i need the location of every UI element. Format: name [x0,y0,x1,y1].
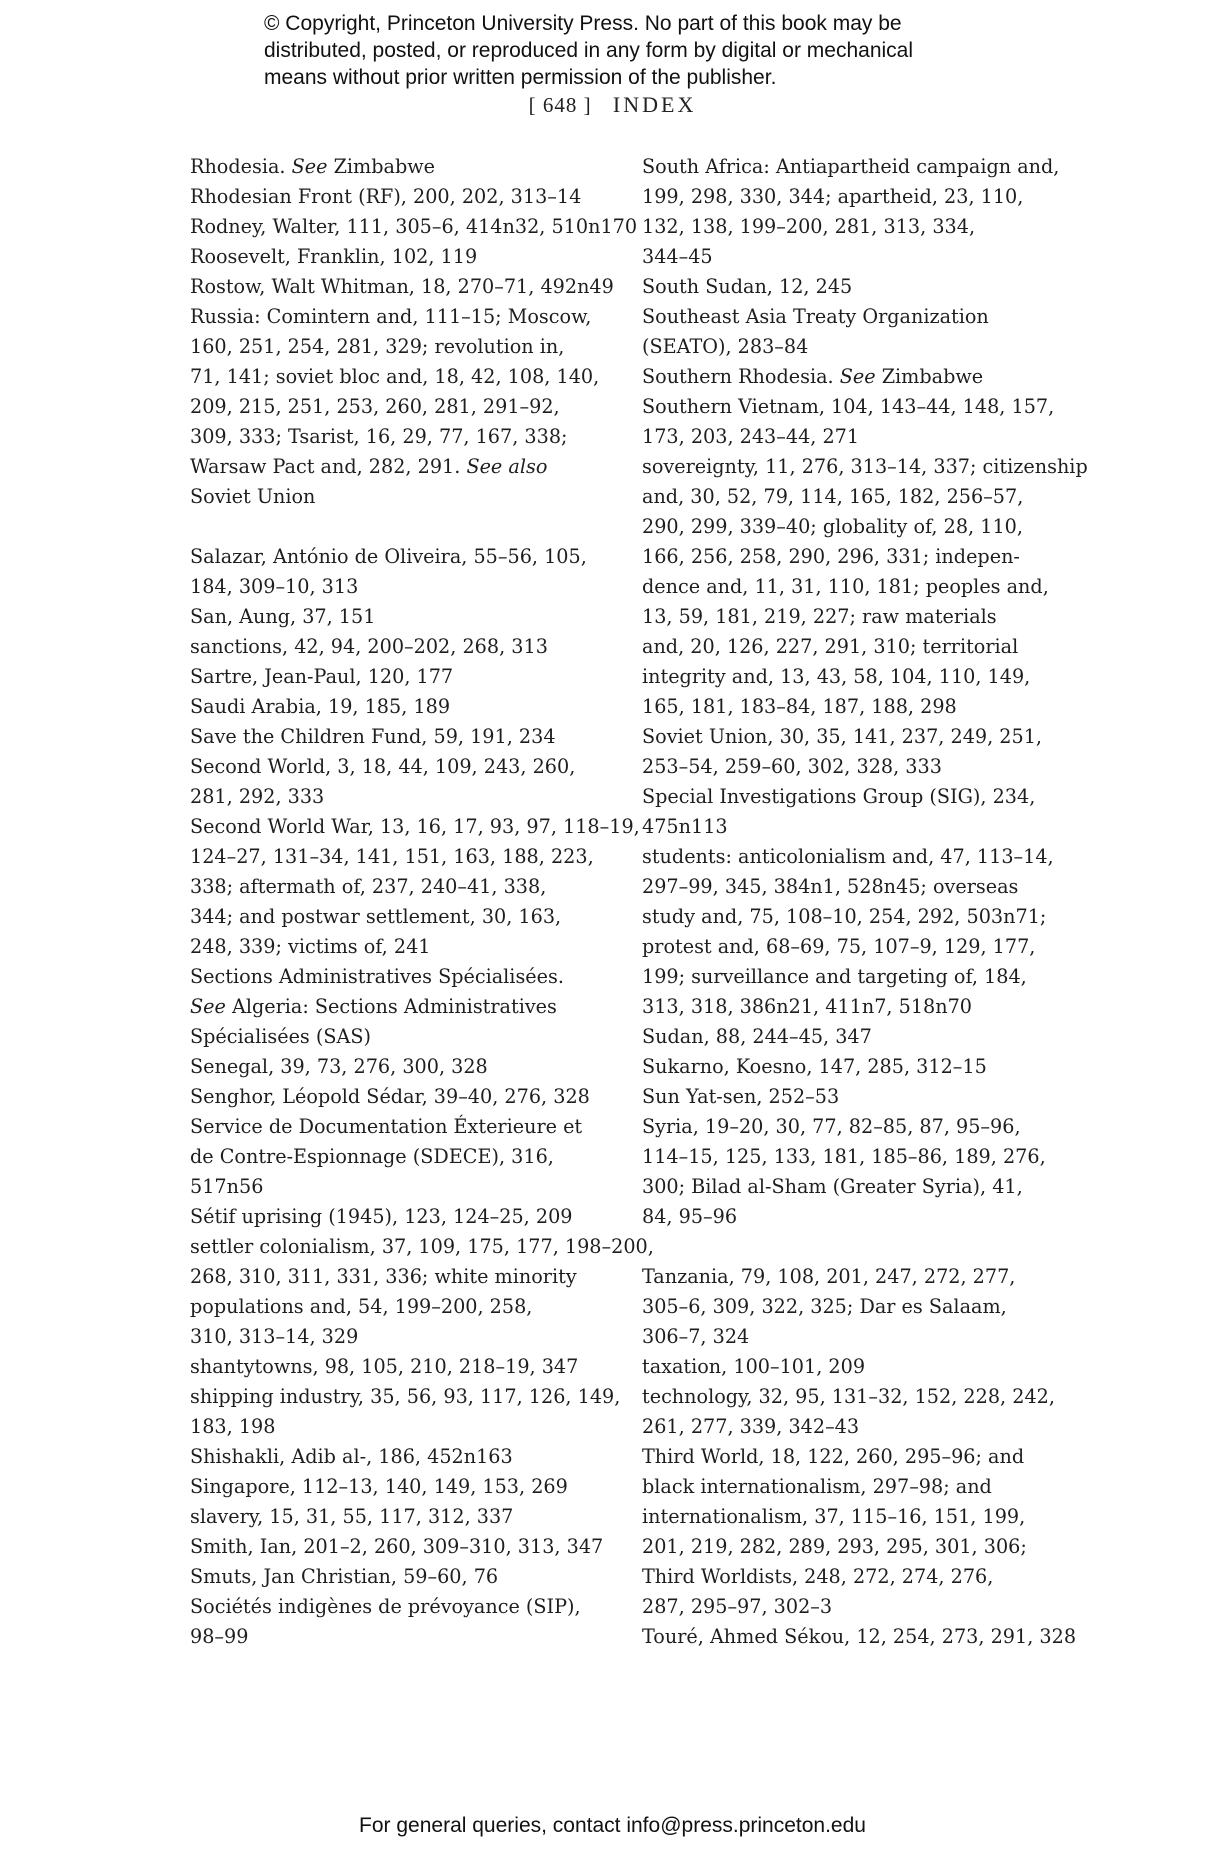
index-entry-line: taxation, 100–101, 209 [642,1355,866,1378]
index-entry-line: sovereignty, 11, 276, 313–14, 337; citizenship [642,455,1088,478]
index-entry-line: Tanzania, 79, 108, 201, 247, 272, 277, [642,1265,1016,1288]
index-entry-line: 309, 333; Tsarist, 16, 29, 77, 167, 338; [190,425,568,448]
index-entry-line: Smuts, Jan Christian, 59–60, 76 [190,1565,499,1588]
index-entry [642,1022,1082,1052]
index-entry-line: Roosevelt, Franklin, 102, 119 [190,245,478,268]
index-entry-line: 183, 198 [190,1415,276,1438]
copyright-line: © Copyright, Princeton University Press. No part of this book may be [264,12,902,35]
index-entry-line: populations and, 54, 199–200, 258, [190,1295,533,1318]
copyright-line: means without prior written permission of the publisher. [264,66,777,89]
index-entry-line: sanctions, 42, 94, 200–202, 268, 313 [190,635,548,658]
index-entry-line: 13, 59, 181, 219, 227; raw materials [642,605,997,628]
index-entry-line: Rhodesia. See Zimbabwe [190,155,436,178]
index-entry [190,722,610,752]
index-entry-line: 253–54, 259–60, 302, 328, 333 [642,755,942,778]
index-entry-line: technology, 32, 95, 131–32, 152, 228, 242, [642,1385,1055,1408]
index-entry [642,152,1082,272]
index-entry [190,1082,610,1112]
index-entry-line: Sudan, 88, 244–45, 347 [642,1025,872,1048]
section-title: INDEX [612,92,697,117]
index-entry-line: 475n113 [642,815,728,838]
index-entry [190,1232,654,1352]
index-entry-line: integrity and, 13, 43, 58, 104, 110, 149, [642,665,1031,688]
index-entry-line: 173, 203, 243–44, 271 [642,425,860,448]
index-entry [190,1112,610,1202]
index-entry [642,722,1082,782]
index-entry-line: 313, 318, 386n21, 411n7, 518n70 [642,995,973,1018]
index-entry-line: Senghor, Léopold Sédar, 39–40, 276, 328 [190,1085,590,1108]
index-entry-line: 166, 256, 258, 290, 296, 331; indepen- [642,545,1020,568]
index-entry-line: 184, 309–10, 313 [190,575,359,598]
index-entry-line: shantytowns, 98, 105, 210, 218–19, 347 [190,1355,579,1378]
index-entry-line: 306–7, 324 [642,1325,750,1348]
index-entry [190,632,610,662]
index-entry-line: Senegal, 39, 73, 276, 300, 328 [190,1055,488,1078]
index-entry-line: 344; and postwar settlement, 30, 163, [190,905,562,928]
index-entry-line: Russia: Comintern and, 111–15; Moscow, [190,305,592,328]
index-entry-line: Third World, 18, 122, 260, 295–96; and [642,1445,1025,1468]
index-entry-line: Singapore, 112–13, 140, 149, 153, 269 [190,1475,568,1498]
index-entry-line: black internationalism, 297–98; and [642,1475,992,1498]
index-entry-line: 84, 95–96 [642,1205,738,1228]
index-entry [642,1622,1082,1652]
index-entry [190,1562,610,1592]
index-entry-line: 209, 215, 251, 253, 260, 281, 291–92, [190,395,560,418]
index-entry-line: Sociétés indigènes de prévoyance (SIP), [190,1595,581,1618]
index-entry-line: Second World, 3, 18, 44, 109, 243, 260, [190,755,576,778]
index-entry-line: Spécialisées (SAS) [190,1025,371,1048]
index-entry [190,1502,610,1532]
index-entry-line: protest and, 68–69, 75, 107–9, 129, 177, [642,935,1036,958]
index-entry [642,1052,1082,1082]
index-entry [190,1202,610,1232]
index-entry-line: 114–15, 125, 133, 181, 185–86, 189, 276, [642,1145,1046,1168]
letter-gap [190,512,610,542]
index-entry-line: Saudi Arabia, 19, 185, 189 [190,695,451,718]
index-entry [190,1052,610,1082]
index-entry-line: Syria, 19–20, 30, 77, 82–85, 87, 95–96, [642,1115,1021,1138]
index-column-right [642,152,1088,1652]
index-entry-line: 290, 299, 339–40; globality of, 28, 110, [642,515,1023,538]
index-entry-line: Rodney, Walter, 111, 305–6, 414n32, 510n170 [190,215,638,238]
index-entry-line: 517n56 [190,1175,264,1198]
index-entry-line: 199, 298, 330, 344; apartheid, 23, 110, [642,185,1024,208]
index-entry [190,1472,610,1502]
index-entry [642,1382,1082,1442]
index-entry [642,392,1082,452]
index-entry-line: Second World War, 13, 16, 17, 93, 97, 118–19, [190,815,640,838]
index-entry [642,1082,1082,1112]
index-entry-line: (SEATO), 283–84 [642,335,809,358]
index-entry-line: 305–6, 309, 322, 325; Dar es Salaam, [642,1295,1007,1318]
index-entry-line: Southeast Asia Treaty Organization [642,305,989,328]
index-entry-line: internationalism, 37, 115–16, 151, 199, [642,1505,1026,1528]
see-reference: See [291,155,328,178]
index-entry-line: study and, 75, 108–10, 254, 292, 503n71; [642,905,1047,928]
index-entry-line: South Africa: Antiapartheid campaign and, [642,155,1060,178]
index-entry [190,602,610,632]
index-entry-line: 98–99 [190,1625,249,1648]
index-entry-line: and, 30, 52, 79, 114, 165, 182, 256–57, [642,485,1024,508]
index-entry-line: 338; aftermath of, 237, 240–41, 338, [190,875,547,898]
index-entry [190,1442,610,1472]
index-entry [642,1262,1082,1352]
index-entry-line: 160, 251, 254, 281, 329; revolution in, [190,335,565,358]
index-entry [642,1112,1082,1232]
letter-gap [642,1232,1082,1262]
index-entry [190,1382,621,1442]
index-entry [190,152,610,182]
see-reference: See [839,365,876,388]
index-entry-line: Southern Rhodesia. See Zimbabwe [642,365,984,388]
index-entry-line: Rostow, Walt Whitman, 18, 270–71, 492n49 [190,275,614,298]
index-entry-line: Salazar, António de Oliveira, 55–56, 105, [190,545,587,568]
index-entry-line: dence and, 11, 31, 110, 181; peoples and, [642,575,1049,598]
index-entry-line: Service de Documentation Éxterieure et [190,1115,583,1138]
index-entry [642,1442,1082,1622]
index-entry [642,452,1088,722]
index-entry [190,812,640,962]
index-entry [642,1352,1082,1382]
index-entry-line: San, Aung, 37, 151 [190,605,376,628]
index-entry [642,272,1082,302]
index-entry [190,662,610,692]
see-reference: See also [466,455,548,478]
index-entry-line: Smith, Ian, 201–2, 260, 309–310, 313, 347 [190,1535,604,1558]
index-entry-line: Save the Children Fund, 59, 191, 234 [190,725,556,748]
index-entry [642,782,1082,842]
index-entry [190,1352,610,1382]
page-number: [ 648 ] [528,93,592,117]
index-entry [190,242,610,272]
index-entry-line: Sun Yat-sen, 252–53 [642,1085,840,1108]
index-entry-line: 261, 277, 339, 342–43 [642,1415,860,1438]
index-entry-line: 71, 141; soviet bloc and, 18, 42, 108, 140, [190,365,600,388]
index-entry-line: 297–99, 345, 384n1, 528n45; overseas [642,875,1019,898]
index-entry-line: Soviet Union, 30, 35, 141, 237, 249, 251, [642,725,1043,748]
index-entry-line: 124–27, 131–34, 141, 151, 163, 188, 223, [190,845,594,868]
index-entry [190,272,614,302]
footer-contact: For general queries, contact info@press.princeton.edu [359,1814,866,1837]
index-entry [190,302,610,512]
index-entry-line: 300; Bilad al-Sham (Greater Syria), 41, [642,1175,1023,1198]
see-reference: See [190,995,226,1018]
index-entry-line: slavery, 15, 31, 55, 117, 312, 337 [190,1505,514,1528]
index-entry-line: Soviet Union [190,485,316,508]
index-entry-line: de Contre-Espionnage (SDECE), 316, [190,1145,554,1168]
index-entry [190,212,638,242]
index-entry [190,752,610,812]
index-entry [190,692,610,722]
index-entry-line: Touré, Ahmed Sékou, 12, 254, 273, 291, 328 [642,1625,1077,1648]
index-entry-line: Sétif uprising (1945), 123, 124–25, 209 [190,1205,573,1228]
index-entry-line: 248, 339; victims of, 241 [190,935,431,958]
index-entry-line: 165, 181, 183–84, 187, 188, 298 [642,695,957,718]
index-entry-line: Sartre, Jean-Paul, 120, 177 [190,665,454,688]
index-entry [642,362,1082,392]
index-entry [642,302,1082,362]
copyright-line: distributed, posted, or reproduced in any form by digital or mechanical [264,39,914,62]
index-entry [190,182,610,212]
index-entry-line: Rhodesian Front (RF), 200, 202, 313–14 [190,185,582,208]
index-entry [190,962,610,1052]
index-entry-line: 281, 292, 333 [190,785,325,808]
index-entry-line: 199; surveillance and targeting of, 184, [642,965,1027,988]
index-entry-line: Sections Administratives Spécialisées. [190,965,564,988]
index-entry-line: Third Worldists, 248, 272, 274, 276, [642,1565,994,1588]
index-entry-line: Shishakli, Adib al-, 186, 452n163 [190,1445,513,1468]
index-entry [190,1532,610,1562]
index-entry-line: 344–45 [642,245,713,268]
index-column-left [190,152,654,1652]
index-entry-line: 268, 310, 311, 331, 336; white minority [190,1265,577,1288]
index-entry [190,542,610,602]
index-entry-line: See Algeria: Sections Administratives [190,995,557,1018]
index-entry [190,1592,610,1652]
index-entry-line: shipping industry, 35, 56, 93, 117, 126, 149, [190,1385,621,1408]
running-head [0,92,1225,118]
index-entry-line: and, 20, 126, 227, 291, 310; territorial [642,635,1019,658]
index-entry-line: Southern Vietnam, 104, 143–44, 148, 157, [642,395,1055,418]
index-entry-line: Special Investigations Group (SIG), 234, [642,785,1036,808]
index-entry-line: South Sudan, 12, 245 [642,275,853,298]
index-entry-line: Warsaw Pact and, 282, 291. See also [190,455,548,478]
index-entry-line: 132, 138, 199–200, 281, 313, 334, [642,215,976,238]
index-entry-line: 310, 313–14, 329 [190,1325,359,1348]
index-entry-line: Sukarno, Koesno, 147, 285, 312–15 [642,1055,987,1078]
index-entry [642,842,1082,1022]
index-entry-line: 287, 295–97, 302–3 [642,1595,833,1618]
copyright-notice [264,10,1024,91]
index-entry-line: 201, 219, 282, 289, 293, 295, 301, 306; [642,1535,1027,1558]
index-entry-line: settler colonialism, 37, 109, 175, 177, 198–200, [190,1235,654,1258]
index-entry-line: students: anticolonialism and, 47, 113–14, [642,845,1054,868]
